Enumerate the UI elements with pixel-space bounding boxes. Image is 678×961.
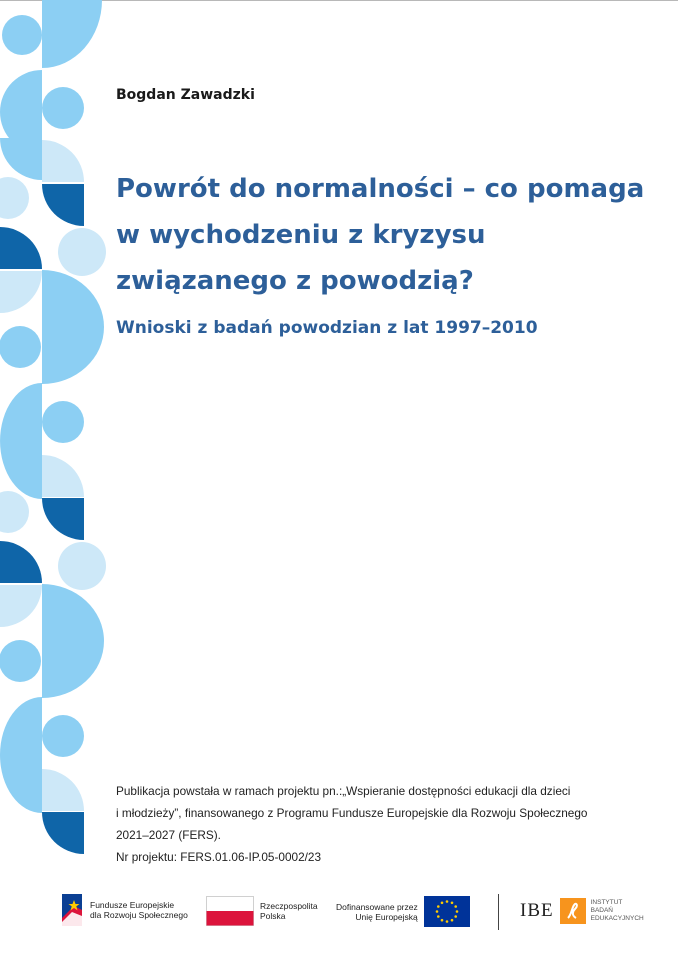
fe-logo	[60, 892, 188, 928]
deco-shape	[42, 140, 84, 182]
fe-logo-line: dla Rozwoju Społecznego	[90, 910, 188, 920]
poland-flag-icon	[206, 896, 254, 926]
logo-divider	[498, 894, 499, 930]
publication-note-line: Publikacja powstała w ramach projektu pn.:„Wspieranie dostępności edukacji dla dzieci	[116, 784, 571, 798]
project-number: Nr projektu: FERS.01.06-IP.05-0002/23	[116, 850, 322, 864]
deco-shape	[42, 270, 104, 384]
deco-shape	[42, 812, 84, 854]
deco-shape	[42, 715, 84, 757]
deco-shape	[42, 584, 104, 698]
publication-note-line: i młodzieży”, finansowanego z Programu Fundusze Europejskie dla Rozwoju Społecznego	[116, 806, 588, 820]
ibe-emblem-icon	[560, 898, 586, 924]
rp-logo-line: Rzeczpospolita	[260, 901, 318, 911]
deco-shape	[58, 228, 106, 276]
publication-note	[116, 780, 636, 868]
deco-shape	[42, 769, 84, 811]
ibe-logo	[520, 898, 644, 924]
eu-logo-line: Unię Europejską	[355, 911, 418, 922]
deco-shape	[0, 541, 42, 583]
eu-logo-line: Dofinansowane przez	[336, 901, 418, 912]
deco-shape	[0, 491, 29, 533]
funding-logos-bar	[0, 888, 678, 936]
deco-shape	[42, 184, 84, 226]
deco-shape	[0, 177, 29, 219]
fe-logo-icon	[60, 892, 84, 928]
rp-logo	[206, 896, 318, 926]
deco-shape	[42, 401, 84, 443]
deco-shape	[0, 227, 42, 269]
deco-shape	[42, 498, 84, 540]
fe-logo-line: Fundusze Europejskie	[90, 900, 175, 910]
eu-logo	[336, 896, 470, 927]
deco-shape	[0, 697, 42, 813]
deco-shape	[42, 0, 102, 68]
deco-shape	[42, 87, 84, 129]
deco-shape	[0, 138, 42, 180]
deco-shape	[0, 326, 41, 368]
rp-logo-line: Polska	[260, 911, 286, 921]
document-subtitle: Wnioski z badań powodzian z lat 1997–2010	[116, 318, 538, 338]
ibe-logo-line: BADAŃ	[590, 907, 614, 914]
publication-note-line: 2021–2027 (FERS).	[116, 828, 221, 842]
ibe-logo-line: EDUKACYJNYCH	[590, 915, 644, 922]
ibe-logo-line: INSTYTUT	[590, 899, 623, 906]
deco-shape	[0, 271, 42, 313]
author-name: Bogdan Zawadzki	[116, 87, 255, 103]
ibe-acronym: IBE	[520, 900, 554, 921]
decorative-shapes	[0, 0, 110, 961]
deco-shape	[58, 542, 106, 590]
document-title: Powrót do normalności – co pomaga w wychodzeniu z kryzysu związanego z powodzią?	[116, 174, 645, 296]
deco-shape	[42, 455, 84, 497]
deco-shape	[0, 585, 42, 627]
eu-flag-icon	[424, 896, 470, 927]
deco-shape	[2, 15, 42, 55]
deco-shape	[0, 383, 42, 499]
deco-shape	[0, 640, 41, 682]
